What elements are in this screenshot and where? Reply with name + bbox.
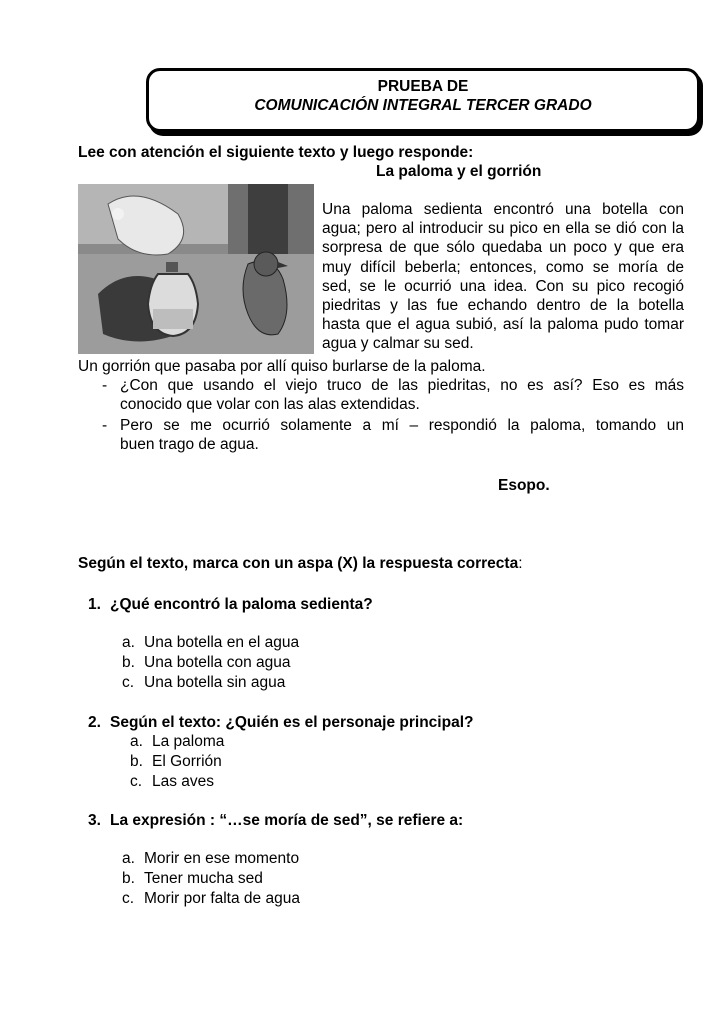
question-3-number: 3. — [88, 812, 101, 829]
question-2-number: 2. — [88, 714, 101, 731]
story-paragraph: Una paloma sedienta encontró una botella con agua; pero al introducir su pico en ella se dió con la sorpresa de que sólo quedaba un poco y que era muy difícil beberla; entonces, como se moría de sed, se le ocurrió una idea. Con su pico recogió piedritas y las fue echando dentro de la botella hasta que el agua subió, así la paloma pudo tomar agua y calmar su sed. — [322, 201, 684, 353]
dialogue-line-1a: ¿Con que usando el viejo truco de las piedritas, no es así? Eso es más — [120, 377, 684, 394]
task-instruction — [78, 555, 523, 573]
reading-instruction: Lee con atención el siguiente texto y luego responde: — [78, 144, 474, 161]
question-3-text: La expresión : “…se moría de sed”, se refiere a: — [110, 812, 464, 829]
question-2-option-a[interactable]: a. La paloma — [130, 733, 225, 750]
question-3-option-a[interactable]: a. Morir en ese momento — [122, 850, 300, 867]
task-instruction-tail: : — [518, 555, 523, 572]
story-title: La paloma y el gorrión — [376, 163, 542, 180]
task-instruction-bold: Según el texto, marca con un aspa (X) la respuesta correcta — [78, 555, 519, 572]
header-title: PRUEBA DE — [377, 78, 469, 95]
dialogue-line-2a: Pero se me ocurrió solamente a mí – respondió la paloma, tomando un — [120, 417, 684, 434]
question-3-option-c[interactable]: c. Morir por falta de agua — [122, 890, 300, 907]
question-1-option-a[interactable]: a. Una botella en el agua — [122, 634, 300, 651]
question-1-option-b[interactable]: b. Una botella con agua — [122, 654, 291, 671]
header-subtitle: COMUNICACIÓN INTEGRAL TERCER GRADO — [254, 97, 592, 114]
question-1-number: 1. — [88, 596, 101, 613]
question-2-text: Según el texto: ¿Quién es el personaje principal? — [110, 714, 474, 731]
dialogue-line-2b: buen trago de agua. — [120, 436, 259, 453]
question-3-option-b[interactable]: b. Tener mucha sed — [122, 870, 263, 887]
question-1-option-c[interactable]: c. Una botella sin agua — [122, 674, 286, 691]
question-2-option-c[interactable]: c. Las aves — [130, 773, 215, 790]
dialogue-dash-2: - — [102, 417, 108, 434]
dove-sparrow-illustration — [78, 184, 314, 354]
dialogue-line-1b: conocido que volar con las alas extendidas. — [120, 396, 420, 413]
story-continuation: Un gorrión que pasaba por allí quiso burlarse de la paloma. — [78, 358, 486, 375]
question-1-text: ¿Qué encontró la paloma sedienta? — [110, 596, 373, 613]
dialogue-dash-1: - — [102, 377, 108, 394]
question-2-option-b[interactable]: b. El Gorrión — [130, 753, 222, 770]
story-author: Esopo. — [498, 477, 550, 494]
